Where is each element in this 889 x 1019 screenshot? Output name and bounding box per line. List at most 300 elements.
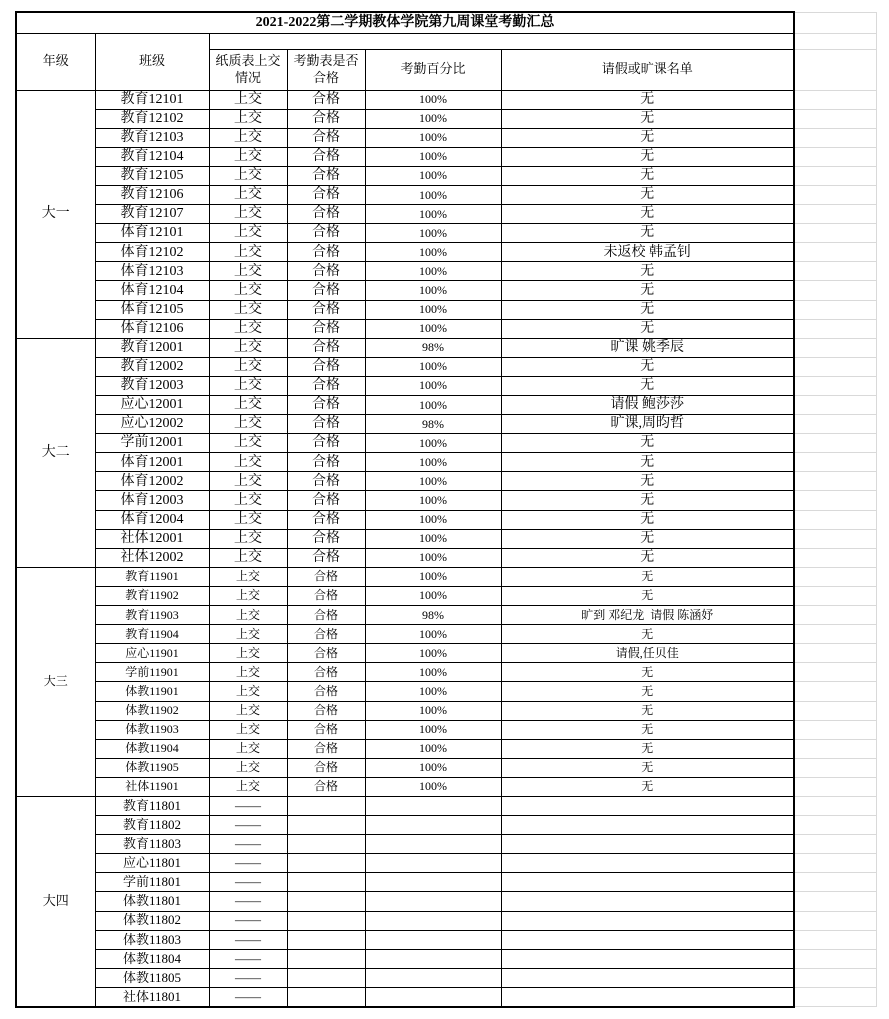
empty-grid-cell[interactable] <box>794 739 876 758</box>
paper-cell[interactable]: 上交 <box>209 147 287 166</box>
empty-grid-cell[interactable] <box>794 548 876 567</box>
names-cell[interactable]: 无 <box>501 491 794 510</box>
empty-grid-cell[interactable] <box>794 49 876 90</box>
qualified-cell[interactable] <box>287 968 365 987</box>
empty-grid-cell[interactable] <box>794 224 876 243</box>
paper-cell[interactable]: 上交 <box>209 606 287 625</box>
names-cell[interactable]: 无 <box>501 453 794 472</box>
percent-cell[interactable]: 100% <box>365 453 501 472</box>
class-cell[interactable]: 教育11904 <box>95 625 209 644</box>
class-cell[interactable]: 体育12104 <box>95 281 209 300</box>
names-cell[interactable]: 无 <box>501 739 794 758</box>
class-cell[interactable]: 体教11804 <box>95 949 209 968</box>
empty-grid-cell[interactable] <box>794 472 876 491</box>
empty-grid-cell[interactable] <box>794 453 876 472</box>
names-cell[interactable]: 无 <box>501 90 794 109</box>
class-cell[interactable]: 应心11901 <box>95 644 209 663</box>
names-cell[interactable]: 无 <box>501 205 794 224</box>
header-grade[interactable]: 年级 <box>16 33 95 90</box>
qualified-cell[interactable]: 合格 <box>287 472 365 491</box>
class-cell[interactable]: 体育12002 <box>95 472 209 491</box>
empty-grid-cell[interactable] <box>794 701 876 720</box>
paper-cell[interactable]: 上交 <box>209 109 287 128</box>
paper-cell[interactable]: 上交 <box>209 625 287 644</box>
percent-cell[interactable]: 100% <box>365 548 501 567</box>
paper-cell[interactable]: —— <box>209 949 287 968</box>
paper-cell[interactable]: 上交 <box>209 548 287 567</box>
empty-grid-cell[interactable] <box>794 281 876 300</box>
qualified-cell[interactable] <box>287 816 365 835</box>
qualified-cell[interactable] <box>287 892 365 911</box>
paper-cell[interactable]: —— <box>209 835 287 854</box>
names-cell[interactable]: 无 <box>501 567 794 586</box>
empty-grid-cell[interactable] <box>794 625 876 644</box>
percent-cell[interactable]: 100% <box>365 147 501 166</box>
names-cell[interactable]: 旷课 姚季辰 <box>501 338 794 357</box>
class-cell[interactable]: 体教11802 <box>95 911 209 930</box>
empty-grid-cell[interactable] <box>794 300 876 319</box>
class-cell[interactable]: 体育12106 <box>95 319 209 338</box>
qualified-cell[interactable]: 合格 <box>287 567 365 586</box>
empty-grid-cell[interactable] <box>794 987 876 1006</box>
qualified-cell[interactable]: 合格 <box>287 777 365 796</box>
qualified-cell[interactable] <box>287 873 365 892</box>
percent-cell[interactable] <box>365 816 501 835</box>
qualified-cell[interactable]: 合格 <box>287 376 365 395</box>
class-cell[interactable]: 教育12001 <box>95 338 209 357</box>
names-cell[interactable]: 无 <box>501 300 794 319</box>
names-cell[interactable]: 无 <box>501 376 794 395</box>
class-cell[interactable]: 体教11805 <box>95 968 209 987</box>
qualified-cell[interactable]: 合格 <box>287 262 365 281</box>
paper-cell[interactable]: —— <box>209 854 287 873</box>
qualified-cell[interactable]: 合格 <box>287 281 365 300</box>
qualified-cell[interactable]: 合格 <box>287 415 365 434</box>
paper-cell[interactable]: 上交 <box>209 720 287 739</box>
empty-grid-cell[interactable] <box>794 854 876 873</box>
percent-cell[interactable]: 100% <box>365 243 501 262</box>
class-cell[interactable]: 教育12106 <box>95 185 209 204</box>
qualified-cell[interactable]: 合格 <box>287 434 365 453</box>
class-cell[interactable]: 体育12004 <box>95 510 209 529</box>
percent-cell[interactable]: 98% <box>365 606 501 625</box>
names-cell[interactable]: 请假,任贝佳 <box>501 644 794 663</box>
qualified-cell[interactable]: 合格 <box>287 586 365 605</box>
percent-cell[interactable]: 100% <box>365 109 501 128</box>
class-cell[interactable]: 社体12001 <box>95 529 209 548</box>
names-cell[interactable]: 无 <box>501 224 794 243</box>
percent-cell[interactable] <box>365 930 501 949</box>
percent-cell[interactable]: 100% <box>365 529 501 548</box>
qualified-cell[interactable]: 合格 <box>287 606 365 625</box>
names-cell[interactable]: 无 <box>501 586 794 605</box>
percent-cell[interactable]: 100% <box>365 376 501 395</box>
grade-cell[interactable]: 大二 <box>16 338 95 567</box>
names-cell[interactable] <box>501 796 794 815</box>
qualified-cell[interactable]: 合格 <box>287 185 365 204</box>
paper-cell[interactable]: 上交 <box>209 663 287 682</box>
paper-cell[interactable]: 上交 <box>209 205 287 224</box>
names-cell[interactable]: 无 <box>501 319 794 338</box>
class-cell[interactable]: 体育12105 <box>95 300 209 319</box>
names-cell[interactable]: 未返校 韩孟钊 <box>501 243 794 262</box>
names-cell[interactable] <box>501 854 794 873</box>
qualified-cell[interactable]: 合格 <box>287 128 365 147</box>
empty-grid-cell[interactable] <box>794 777 876 796</box>
names-cell[interactable] <box>501 911 794 930</box>
class-cell[interactable]: 教育11901 <box>95 567 209 586</box>
paper-cell[interactable]: 上交 <box>209 319 287 338</box>
paper-cell[interactable]: —— <box>209 873 287 892</box>
class-cell[interactable]: 应心12001 <box>95 396 209 415</box>
names-cell[interactable]: 无 <box>501 262 794 281</box>
qualified-cell[interactable]: 合格 <box>287 396 365 415</box>
empty-grid-cell[interactable] <box>794 663 876 682</box>
paper-cell[interactable]: 上交 <box>209 758 287 777</box>
qualified-cell[interactable]: 合格 <box>287 90 365 109</box>
paper-cell[interactable]: 上交 <box>209 376 287 395</box>
qualified-cell[interactable]: 合格 <box>287 224 365 243</box>
empty-grid-cell[interactable] <box>794 319 876 338</box>
empty-grid-cell[interactable] <box>794 835 876 854</box>
class-cell[interactable]: 教育12003 <box>95 376 209 395</box>
names-cell[interactable]: 无 <box>501 109 794 128</box>
paper-cell[interactable]: 上交 <box>209 682 287 701</box>
class-cell[interactable]: 教育12105 <box>95 166 209 185</box>
paper-cell[interactable]: 上交 <box>209 338 287 357</box>
percent-cell[interactable]: 100% <box>365 625 501 644</box>
qualified-cell[interactable]: 合格 <box>287 205 365 224</box>
percent-cell[interactable] <box>365 911 501 930</box>
percent-cell[interactable]: 100% <box>365 434 501 453</box>
qualified-cell[interactable]: 合格 <box>287 739 365 758</box>
paper-cell[interactable]: 上交 <box>209 491 287 510</box>
grade-cell[interactable]: 大三 <box>16 567 95 796</box>
empty-grid-cell[interactable] <box>794 262 876 281</box>
qualified-cell[interactable]: 合格 <box>287 529 365 548</box>
percent-cell[interactable] <box>365 873 501 892</box>
percent-cell[interactable]: 100% <box>365 224 501 243</box>
empty-grid-cell[interactable] <box>794 911 876 930</box>
names-cell[interactable]: 无 <box>501 281 794 300</box>
names-cell[interactable]: 无 <box>501 548 794 567</box>
qualified-cell[interactable]: 合格 <box>287 243 365 262</box>
paper-cell[interactable]: 上交 <box>209 567 287 586</box>
qualified-cell[interactable]: 合格 <box>287 338 365 357</box>
percent-cell[interactable]: 100% <box>365 663 501 682</box>
qualified-cell[interactable]: 合格 <box>287 720 365 739</box>
names-cell[interactable]: 无 <box>501 777 794 796</box>
header-spacer-cell[interactable] <box>209 33 794 49</box>
empty-grid-cell[interactable] <box>794 109 876 128</box>
percent-cell[interactable]: 100% <box>365 300 501 319</box>
class-cell[interactable]: 社体11901 <box>95 777 209 796</box>
percent-cell[interactable]: 100% <box>365 396 501 415</box>
qualified-cell[interactable] <box>287 949 365 968</box>
names-cell[interactable] <box>501 949 794 968</box>
percent-cell[interactable] <box>365 892 501 911</box>
percent-cell[interactable]: 100% <box>365 262 501 281</box>
class-cell[interactable]: 体育12101 <box>95 224 209 243</box>
percent-cell[interactable]: 100% <box>365 205 501 224</box>
class-cell[interactable]: 教育12104 <box>95 147 209 166</box>
percent-cell[interactable]: 100% <box>365 701 501 720</box>
percent-cell[interactable]: 100% <box>365 739 501 758</box>
class-cell[interactable]: 教育12101 <box>95 90 209 109</box>
names-cell[interactable]: 无 <box>501 128 794 147</box>
empty-grid-cell[interactable] <box>794 567 876 586</box>
names-cell[interactable] <box>501 835 794 854</box>
qualified-cell[interactable]: 合格 <box>287 166 365 185</box>
percent-cell[interactable]: 100% <box>365 90 501 109</box>
empty-grid-cell[interactable] <box>794 644 876 663</box>
paper-cell[interactable]: 上交 <box>209 224 287 243</box>
empty-grid-cell[interactable] <box>794 415 876 434</box>
qualified-cell[interactable] <box>287 854 365 873</box>
header-class[interactable]: 班级 <box>95 33 209 90</box>
empty-grid-cell[interactable] <box>794 892 876 911</box>
class-cell[interactable]: 社体12002 <box>95 548 209 567</box>
names-cell[interactable]: 无 <box>501 663 794 682</box>
qualified-cell[interactable]: 合格 <box>287 758 365 777</box>
qualified-cell[interactable]: 合格 <box>287 548 365 567</box>
empty-grid-cell[interactable] <box>794 243 876 262</box>
class-cell[interactable]: 应心12002 <box>95 415 209 434</box>
qualified-cell[interactable]: 合格 <box>287 682 365 701</box>
class-cell[interactable]: 体教11801 <box>95 892 209 911</box>
empty-grid-cell[interactable] <box>794 376 876 395</box>
qualified-cell[interactable] <box>287 796 365 815</box>
class-cell[interactable]: 体育12103 <box>95 262 209 281</box>
qualified-cell[interactable]: 合格 <box>287 300 365 319</box>
paper-cell[interactable]: 上交 <box>209 701 287 720</box>
qualified-cell[interactable]: 合格 <box>287 453 365 472</box>
percent-cell[interactable]: 100% <box>365 682 501 701</box>
paper-cell[interactable]: 上交 <box>209 510 287 529</box>
percent-cell[interactable] <box>365 987 501 1006</box>
percent-cell[interactable]: 98% <box>365 415 501 434</box>
paper-cell[interactable]: 上交 <box>209 166 287 185</box>
paper-cell[interactable]: —— <box>209 930 287 949</box>
empty-grid-cell[interactable] <box>794 491 876 510</box>
class-cell[interactable]: 体教11904 <box>95 739 209 758</box>
paper-cell[interactable]: 上交 <box>209 472 287 491</box>
class-cell[interactable]: 体教11901 <box>95 682 209 701</box>
paper-cell[interactable]: 上交 <box>209 396 287 415</box>
empty-grid-cell[interactable] <box>794 128 876 147</box>
paper-cell[interactable]: 上交 <box>209 644 287 663</box>
names-cell[interactable]: 请假 鲍莎莎 <box>501 396 794 415</box>
names-cell[interactable] <box>501 968 794 987</box>
paper-cell[interactable]: 上交 <box>209 529 287 548</box>
class-cell[interactable]: 教育11903 <box>95 606 209 625</box>
empty-grid-cell[interactable] <box>794 396 876 415</box>
paper-cell[interactable]: 上交 <box>209 777 287 796</box>
qualified-cell[interactable]: 合格 <box>287 625 365 644</box>
empty-grid-cell[interactable] <box>794 873 876 892</box>
percent-cell[interactable]: 100% <box>365 586 501 605</box>
empty-grid-cell[interactable] <box>794 357 876 376</box>
class-cell[interactable]: 教育12107 <box>95 205 209 224</box>
paper-cell[interactable]: —— <box>209 796 287 815</box>
class-cell[interactable]: 体教11902 <box>95 701 209 720</box>
header-names[interactable]: 请假或旷课名单 <box>501 49 794 90</box>
paper-cell[interactable]: 上交 <box>209 243 287 262</box>
percent-cell[interactable]: 100% <box>365 185 501 204</box>
paper-cell[interactable]: 上交 <box>209 90 287 109</box>
percent-cell[interactable]: 100% <box>365 281 501 300</box>
names-cell[interactable]: 无 <box>501 472 794 491</box>
percent-cell[interactable] <box>365 949 501 968</box>
names-cell[interactable] <box>501 892 794 911</box>
qualified-cell[interactable]: 合格 <box>287 147 365 166</box>
paper-cell[interactable]: 上交 <box>209 586 287 605</box>
paper-cell[interactable]: 上交 <box>209 415 287 434</box>
paper-cell[interactable]: —— <box>209 892 287 911</box>
empty-grid-cell[interactable] <box>794 930 876 949</box>
percent-cell[interactable]: 100% <box>365 128 501 147</box>
names-cell[interactable]: 无 <box>501 701 794 720</box>
paper-cell[interactable]: 上交 <box>209 185 287 204</box>
empty-grid-cell[interactable] <box>794 166 876 185</box>
class-cell[interactable]: 教育11902 <box>95 586 209 605</box>
paper-cell[interactable]: —— <box>209 816 287 835</box>
paper-cell[interactable]: —— <box>209 987 287 1006</box>
names-cell[interactable]: 旷课,周昀哲 <box>501 415 794 434</box>
paper-cell[interactable]: 上交 <box>209 262 287 281</box>
qualified-cell[interactable]: 合格 <box>287 491 365 510</box>
empty-grid-cell[interactable] <box>794 796 876 815</box>
empty-grid-cell[interactable] <box>794 682 876 701</box>
empty-grid-cell[interactable] <box>794 434 876 453</box>
paper-cell[interactable]: —— <box>209 911 287 930</box>
names-cell[interactable]: 无 <box>501 720 794 739</box>
names-cell[interactable]: 无 <box>501 625 794 644</box>
percent-cell[interactable] <box>365 835 501 854</box>
class-cell[interactable]: 体育12102 <box>95 243 209 262</box>
class-cell[interactable]: 社体11801 <box>95 987 209 1006</box>
class-cell[interactable]: 教育12102 <box>95 109 209 128</box>
percent-cell[interactable]: 100% <box>365 720 501 739</box>
names-cell[interactable] <box>501 987 794 1006</box>
qualified-cell[interactable] <box>287 930 365 949</box>
class-cell[interactable]: 学前11901 <box>95 663 209 682</box>
qualified-cell[interactable]: 合格 <box>287 663 365 682</box>
names-cell[interactable]: 无 <box>501 166 794 185</box>
percent-cell[interactable] <box>365 854 501 873</box>
empty-grid-cell[interactable] <box>794 758 876 777</box>
names-cell[interactable]: 无 <box>501 510 794 529</box>
class-cell[interactable]: 体育12003 <box>95 491 209 510</box>
percent-cell[interactable]: 100% <box>365 510 501 529</box>
grade-cell[interactable]: 大一 <box>16 90 95 338</box>
names-cell[interactable] <box>501 816 794 835</box>
paper-cell[interactable]: 上交 <box>209 434 287 453</box>
paper-cell[interactable]: —— <box>209 968 287 987</box>
class-cell[interactable]: 体教11905 <box>95 758 209 777</box>
empty-grid-cell[interactable] <box>794 586 876 605</box>
percent-cell[interactable]: 100% <box>365 491 501 510</box>
paper-cell[interactable]: 上交 <box>209 739 287 758</box>
class-cell[interactable]: 体教11803 <box>95 930 209 949</box>
paper-cell[interactable]: 上交 <box>209 300 287 319</box>
names-cell[interactable]: 无 <box>501 758 794 777</box>
names-cell[interactable]: 无 <box>501 434 794 453</box>
empty-grid-cell[interactable] <box>794 338 876 357</box>
percent-cell[interactable]: 100% <box>365 166 501 185</box>
class-cell[interactable]: 学前11801 <box>95 873 209 892</box>
percent-cell[interactable]: 100% <box>365 357 501 376</box>
names-cell[interactable]: 无 <box>501 185 794 204</box>
qualified-cell[interactable]: 合格 <box>287 319 365 338</box>
qualified-cell[interactable]: 合格 <box>287 644 365 663</box>
empty-grid-cell[interactable] <box>794 529 876 548</box>
qualified-cell[interactable] <box>287 835 365 854</box>
empty-grid-cell[interactable] <box>794 12 876 33</box>
names-cell[interactable]: 无 <box>501 147 794 166</box>
percent-cell[interactable]: 100% <box>365 567 501 586</box>
percent-cell[interactable] <box>365 968 501 987</box>
class-cell[interactable]: 应心11801 <box>95 854 209 873</box>
percent-cell[interactable]: 100% <box>365 758 501 777</box>
class-cell[interactable]: 体教11903 <box>95 720 209 739</box>
paper-cell[interactable]: 上交 <box>209 357 287 376</box>
empty-grid-cell[interactable] <box>794 205 876 224</box>
names-cell[interactable]: 无 <box>501 357 794 376</box>
names-cell[interactable]: 旷到 邓纪龙 请假 陈涵妤 <box>501 606 794 625</box>
percent-cell[interactable]: 100% <box>365 777 501 796</box>
class-cell[interactable]: 教育12103 <box>95 128 209 147</box>
paper-cell[interactable]: 上交 <box>209 453 287 472</box>
class-cell[interactable]: 教育12002 <box>95 357 209 376</box>
empty-grid-cell[interactable] <box>794 510 876 529</box>
percent-cell[interactable]: 100% <box>365 644 501 663</box>
qualified-cell[interactable]: 合格 <box>287 109 365 128</box>
class-cell[interactable]: 学前12001 <box>95 434 209 453</box>
empty-grid-cell[interactable] <box>794 720 876 739</box>
paper-cell[interactable]: 上交 <box>209 128 287 147</box>
names-cell[interactable]: 无 <box>501 529 794 548</box>
qualified-cell[interactable]: 合格 <box>287 510 365 529</box>
table-title[interactable]: 2021-2022第二学期教体学院第九周课堂考勤汇总 <box>16 12 794 33</box>
names-cell[interactable] <box>501 873 794 892</box>
header-qualified[interactable]: 考勤表是否合格 <box>287 49 365 90</box>
header-paper[interactable]: 纸质表上交情况 <box>209 49 287 90</box>
class-cell[interactable]: 教育11802 <box>95 816 209 835</box>
names-cell[interactable] <box>501 930 794 949</box>
empty-grid-cell[interactable] <box>794 816 876 835</box>
empty-grid-cell[interactable] <box>794 90 876 109</box>
qualified-cell[interactable]: 合格 <box>287 357 365 376</box>
empty-grid-cell[interactable] <box>794 606 876 625</box>
empty-grid-cell[interactable] <box>794 185 876 204</box>
paper-cell[interactable]: 上交 <box>209 281 287 300</box>
grade-cell[interactable]: 大四 <box>16 796 95 1006</box>
empty-grid-cell[interactable] <box>794 33 876 49</box>
names-cell[interactable]: 无 <box>501 682 794 701</box>
qualified-cell[interactable] <box>287 987 365 1006</box>
qualified-cell[interactable]: 合格 <box>287 701 365 720</box>
header-percent[interactable]: 考勤百分比 <box>365 49 501 90</box>
empty-grid-cell[interactable] <box>794 968 876 987</box>
percent-cell[interactable] <box>365 796 501 815</box>
empty-grid-cell[interactable] <box>794 949 876 968</box>
percent-cell[interactable]: 98% <box>365 338 501 357</box>
percent-cell[interactable]: 100% <box>365 319 501 338</box>
percent-cell[interactable]: 100% <box>365 472 501 491</box>
empty-grid-cell[interactable] <box>794 147 876 166</box>
class-cell[interactable]: 体育12001 <box>95 453 209 472</box>
